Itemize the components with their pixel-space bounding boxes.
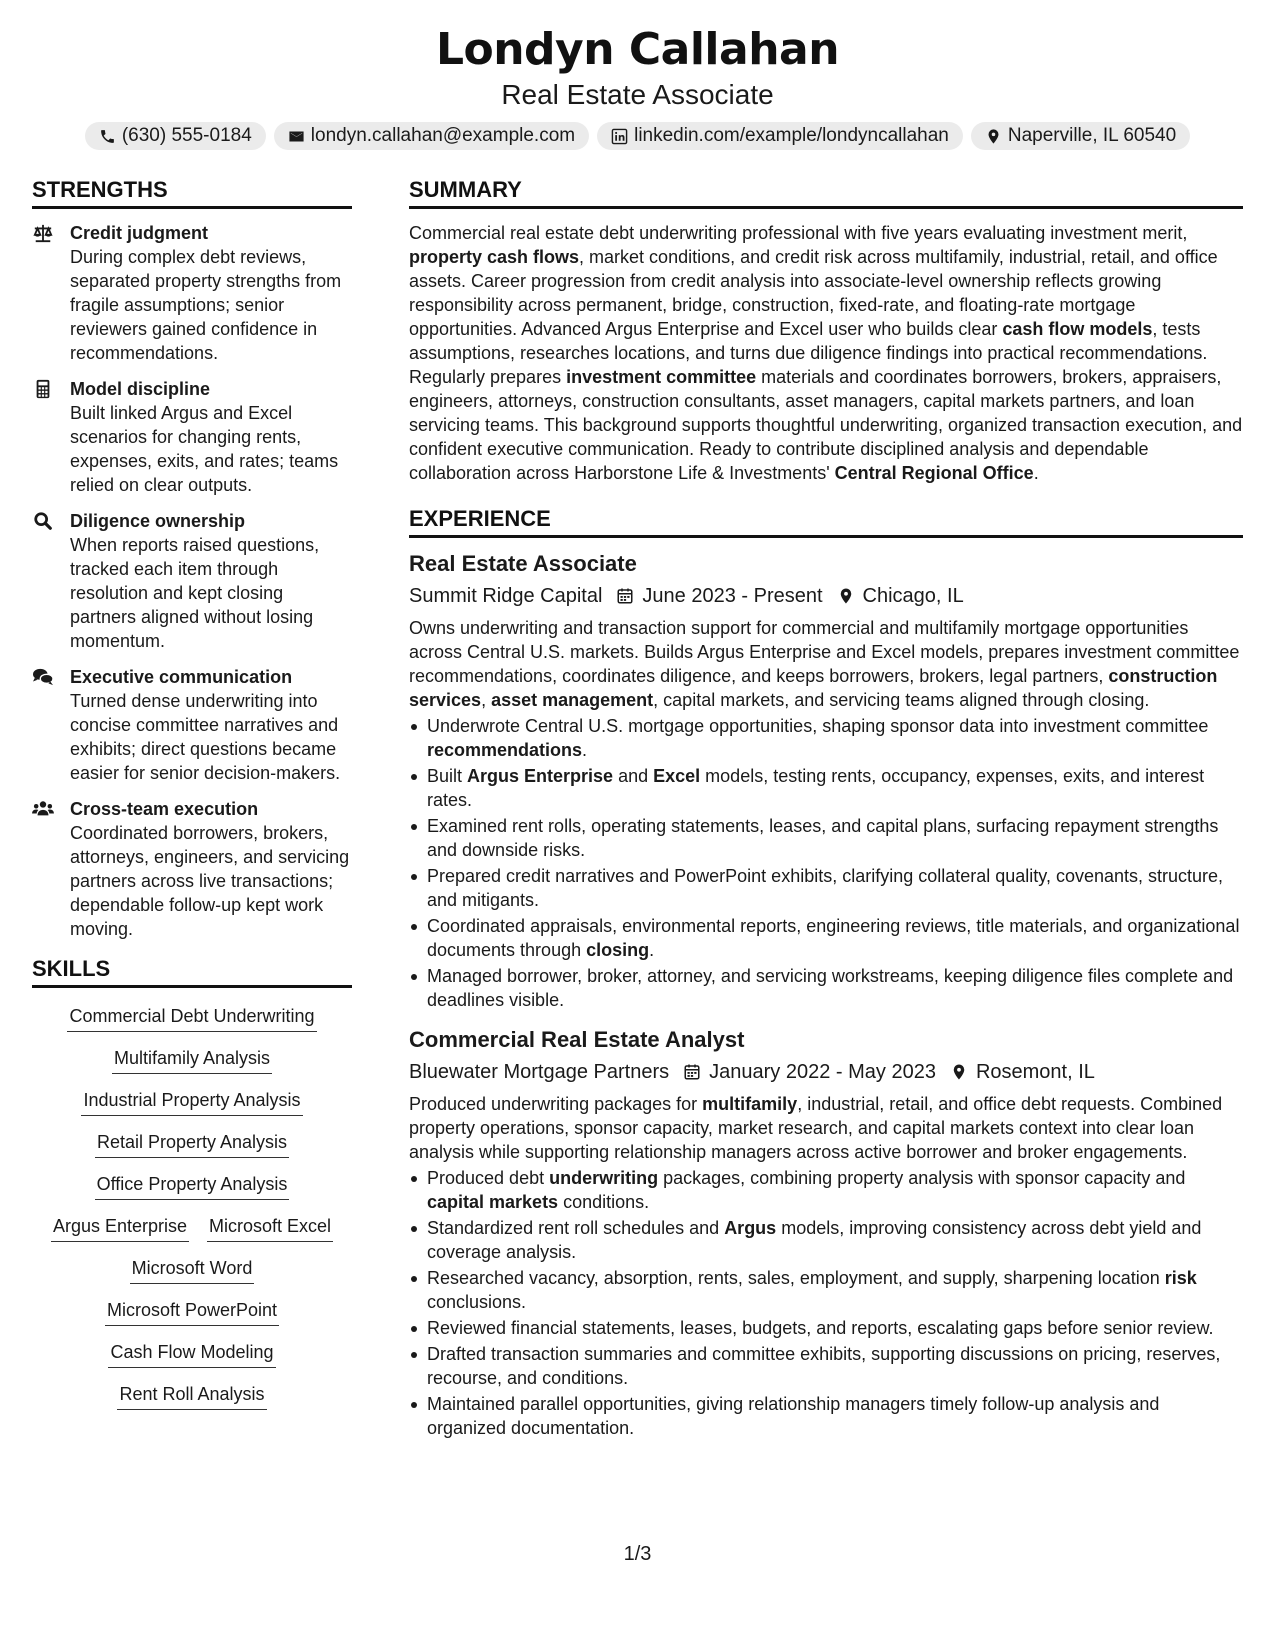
bullet-item [409, 814, 1243, 862]
bullet-item [409, 1342, 1243, 1390]
magnifier-icon [32, 511, 54, 531]
strength-item [32, 377, 352, 497]
skill-tag: Industrial Property Analysis [81, 1088, 302, 1116]
bullet-text: Researched vacancy, absorption, rents, sales, employment, and supply, sharpening location [427, 1268, 1165, 1288]
calendar-icon [683, 1063, 701, 1081]
strength-item [32, 797, 352, 941]
job-dates: June 2023 - Present [642, 585, 823, 607]
bullet-bold: recommendations [427, 740, 583, 760]
skills-heading: SKILLS [32, 955, 352, 988]
job-description-text: , capital markets, and servicing teams aligned through closing. [653, 690, 1150, 710]
job-title: Commercial Real Estate Analyst [409, 1027, 745, 1052]
summary-bold: investment committee [566, 367, 757, 387]
scale-icon [32, 223, 54, 243]
people-group-icon [32, 799, 54, 819]
skill-tag: Commercial Debt Underwriting [67, 1004, 316, 1032]
strength-title: Model discipline [70, 379, 211, 399]
strength-desc: Built linked Argus and Excel scenarios for changing rents, expenses, exits, and rates; teams relied on clear outputs. [70, 403, 339, 495]
strength-title: Executive communication [70, 667, 293, 687]
summary-bold: property cash flows [409, 247, 580, 267]
job-entry [409, 1026, 1243, 1440]
skill-row [32, 1214, 352, 1242]
skill-tag: Cash Flow Modeling [108, 1340, 275, 1368]
bullet-item [409, 864, 1243, 912]
left-column [32, 176, 352, 1424]
contact-email[interactable] [274, 122, 589, 150]
skills-list [32, 1000, 352, 1410]
job-bullets [409, 1166, 1243, 1440]
skill-row [32, 1172, 352, 1200]
bullet-text: and [613, 766, 654, 786]
job-bullets [409, 714, 1243, 1012]
experience-list [409, 550, 1243, 1440]
bullet-text: packages, combining property analysis with sponsor capacity and [658, 1168, 1186, 1188]
bullet-text: Built [427, 766, 468, 786]
map-pin-icon [950, 1063, 968, 1081]
skill-tag: Multifamily Analysis [112, 1046, 272, 1074]
bullet-text: Maintained parallel opportunities, giving relationship managers timely follow-up analysis and organized documentation. [427, 1394, 1160, 1438]
bullet-text: Coordinated appraisals, environmental reports, engineering reviews, title materials, and organizational documents through [427, 916, 1240, 960]
job-company: Bluewater Mortgage Partners [409, 1061, 670, 1083]
job-title: Real Estate Associate [409, 551, 637, 576]
bullet-item [409, 1216, 1243, 1264]
job-description-bold: multifamily [702, 1094, 798, 1114]
contact-linkedin-text: linkedin.com/example/londyncallahan [634, 125, 949, 146]
summary-text: materials and coordinates borrowers, brokers, appraisers, engineers, attorneys, construction consultants, asset managers, capital markets partners, and loan servicing teams. This background supports thoughtful underwriting, organized transaction execution, and confident executive communication. Ready to contribute disciplined analysis and dependable collaboration across Harborstone Life & Investments' [409, 367, 1243, 483]
skill-row [32, 1130, 352, 1158]
bullet-item [409, 964, 1243, 1012]
bullet-bold: Argus [724, 1218, 777, 1238]
job-description-bold: asset management [491, 690, 654, 710]
bullet-text: . [582, 740, 588, 760]
map-pin-icon [985, 128, 1002, 145]
bullet-item [409, 714, 1243, 762]
bullet-text: Managed borrower, broker, attorney, and servicing workstreams, keeping diligence files complete and deadlines visible. [427, 966, 1234, 1010]
strength-desc: Coordinated borrowers, brokers, attorneys, engineers, and servicing partners across live transactions; dependable follow-up kept work moving. [70, 823, 350, 939]
skill-tag: Rent Roll Analysis [117, 1382, 266, 1410]
envelope-icon [288, 128, 305, 145]
job-entry [409, 550, 1243, 1012]
job-location: Chicago, IL [862, 585, 964, 607]
summary-text: Commercial real estate debt underwriting professional with five years evaluating investment merit, [409, 223, 1188, 243]
job-description-text: Owns underwriting and transaction support for commercial and multifamily mortgage opportunities across Central U.S. markets. Builds Argus Enterprise and Excel models, prepares investment committee recommendations, coordinates diligence, and keeps borrowers, brokers, legal partners, [409, 618, 1240, 686]
bullet-text: Standardized rent roll schedules and [427, 1218, 725, 1238]
strength-desc: During complex debt reviews, separated property strengths from fragile assumptions; senior reviewers gained confidence in recommendations. [70, 247, 342, 363]
bullet-text: Underwrote Central U.S. mortgage opportunities, shaping sponsor data into investment committee [427, 716, 1209, 736]
chat-bubbles-icon [32, 667, 54, 687]
bullet-item [409, 1392, 1243, 1440]
right-column [409, 176, 1243, 1454]
bullet-bold: Excel [653, 766, 701, 786]
skill-tag: Retail Property Analysis [95, 1130, 289, 1158]
strength-title: Cross-team execution [70, 799, 259, 819]
bullet-text: conclusions. [427, 1292, 527, 1312]
bullet-bold: capital markets [427, 1192, 559, 1212]
strength-title: Diligence ownership [70, 511, 246, 531]
summary-bold: Central Regional Office [834, 463, 1034, 483]
bullet-item [409, 1316, 1243, 1340]
summary-heading: SUMMARY [409, 176, 1243, 209]
contact-phone-text: (630) 555-0184 [121, 125, 252, 146]
contact-linkedin[interactable] [597, 122, 963, 150]
summary-text: , tests assumptions, researches locations, and turns due diligence findings into practical recommendations. Regularly prepares [409, 319, 1208, 387]
strength-item [32, 509, 352, 653]
linkedin-icon [611, 128, 628, 145]
bullet-text: Prepared credit narratives and PowerPoint exhibits, clarifying collateral quality, covenants, structure, and mitigants. [427, 866, 1224, 910]
skill-tag: Microsoft Excel [207, 1214, 333, 1242]
strength-desc: When reports raised questions, tracked each item through resolution and kept closing partners aligned without losing momentum. [70, 535, 320, 651]
job-description-bold: construction services [409, 666, 1218, 710]
job-meta [409, 1058, 1243, 1086]
bullet-item [409, 1166, 1243, 1214]
summary-text [409, 221, 1243, 485]
skill-tag: Microsoft Word [130, 1256, 255, 1284]
contact-location-text: Naperville, IL 60540 [1007, 125, 1177, 146]
summary-text: , market conditions, and credit risk across multifamily, industrial, retail, and office assets. Career progression from credit analysis into associate-level ownership reflects growing responsibility across permanent, bridge, construction, fixed-rate, and floating-rate mortgage opportunities. Advanced Argus Enterprise and Excel user who builds clear [409, 247, 1218, 339]
skill-row [32, 1382, 352, 1410]
skill-row [32, 1046, 352, 1074]
job-location: Rosemont, IL [975, 1061, 1095, 1083]
bullet-text: . [649, 940, 655, 960]
bullet-bold: closing [586, 940, 650, 960]
bullet-text: Produced debt [427, 1168, 550, 1188]
bullet-item [409, 1266, 1243, 1314]
bullet-item [409, 764, 1243, 812]
job-company: Summit Ridge Capital [409, 585, 603, 607]
bullet-bold: risk [1164, 1268, 1197, 1288]
skill-row [32, 1004, 352, 1032]
bullet-text: Reviewed financial statements, leases, budgets, and reports, escalating gaps before senior review. [427, 1318, 1214, 1338]
summary-text: . [1033, 463, 1039, 483]
skill-row [32, 1298, 352, 1326]
bullet-text: conditions. [558, 1192, 650, 1212]
contact-email-text: londyn.callahan@example.com [310, 125, 576, 146]
bullet-text: Examined rent rolls, operating statements, leases, and capital plans, surfacing repayment strengths and downside risks. [427, 816, 1219, 860]
job-dates: January 2022 - May 2023 [709, 1061, 936, 1083]
experience-heading: EXPERIENCE [409, 505, 1243, 538]
bullet-item [409, 914, 1243, 962]
calendar-icon [616, 587, 634, 605]
candidate-name: Londyn Callahan [435, 24, 840, 75]
strength-title: Credit judgment [70, 223, 208, 243]
job-description-text: , [481, 690, 492, 710]
job-description-text: , industrial, retail, and office debt requests. Combined property operations, sponsor capacity, market research, and capital markets context into clear loan analysis while supporting relationship managers across active borrower and broker engagements. [409, 1094, 1223, 1162]
skill-row [32, 1340, 352, 1368]
strength-item [32, 221, 352, 365]
bullet-text: Drafted transaction summaries and committee exhibits, supporting discussions on pricing, reserves, recourse, and conditions. [427, 1344, 1221, 1388]
job-description [409, 616, 1243, 712]
bullet-bold: Argus Enterprise [467, 766, 614, 786]
contact-bar [0, 122, 1275, 150]
strengths-heading: STRENGTHS [32, 176, 352, 209]
skill-tag: Argus Enterprise [51, 1214, 189, 1242]
skill-row [32, 1088, 352, 1116]
resume-header [0, 0, 1275, 150]
contact-phone[interactable] [85, 122, 266, 150]
strength-item [32, 665, 352, 785]
job-meta [409, 582, 1243, 610]
candidate-title: Real Estate Associate [501, 79, 774, 110]
map-pin-icon [837, 587, 855, 605]
job-description-text: Produced underwriting packages for [409, 1094, 703, 1114]
job-description [409, 1092, 1243, 1164]
summary-bold: cash flow models [1002, 319, 1153, 339]
bullet-bold: underwriting [549, 1168, 659, 1188]
strength-desc: Turned dense underwriting into concise committee narratives and exhibits; direct questions became easier for senior decision-makers. [70, 691, 341, 783]
phone-icon [99, 128, 116, 145]
skill-tag: Office Property Analysis [95, 1172, 290, 1200]
skill-tag: Microsoft PowerPoint [105, 1298, 279, 1326]
contact-location [971, 122, 1190, 150]
bullet-text: models, testing rents, occupancy, expenses, exits, and interest rates. [427, 766, 1205, 810]
bullet-text: models, improving consistency across debt yield and coverage analysis. [427, 1218, 1202, 1262]
skill-row [32, 1256, 352, 1284]
page-number: 1/3 [623, 1543, 652, 1565]
calculator-icon [32, 379, 54, 399]
